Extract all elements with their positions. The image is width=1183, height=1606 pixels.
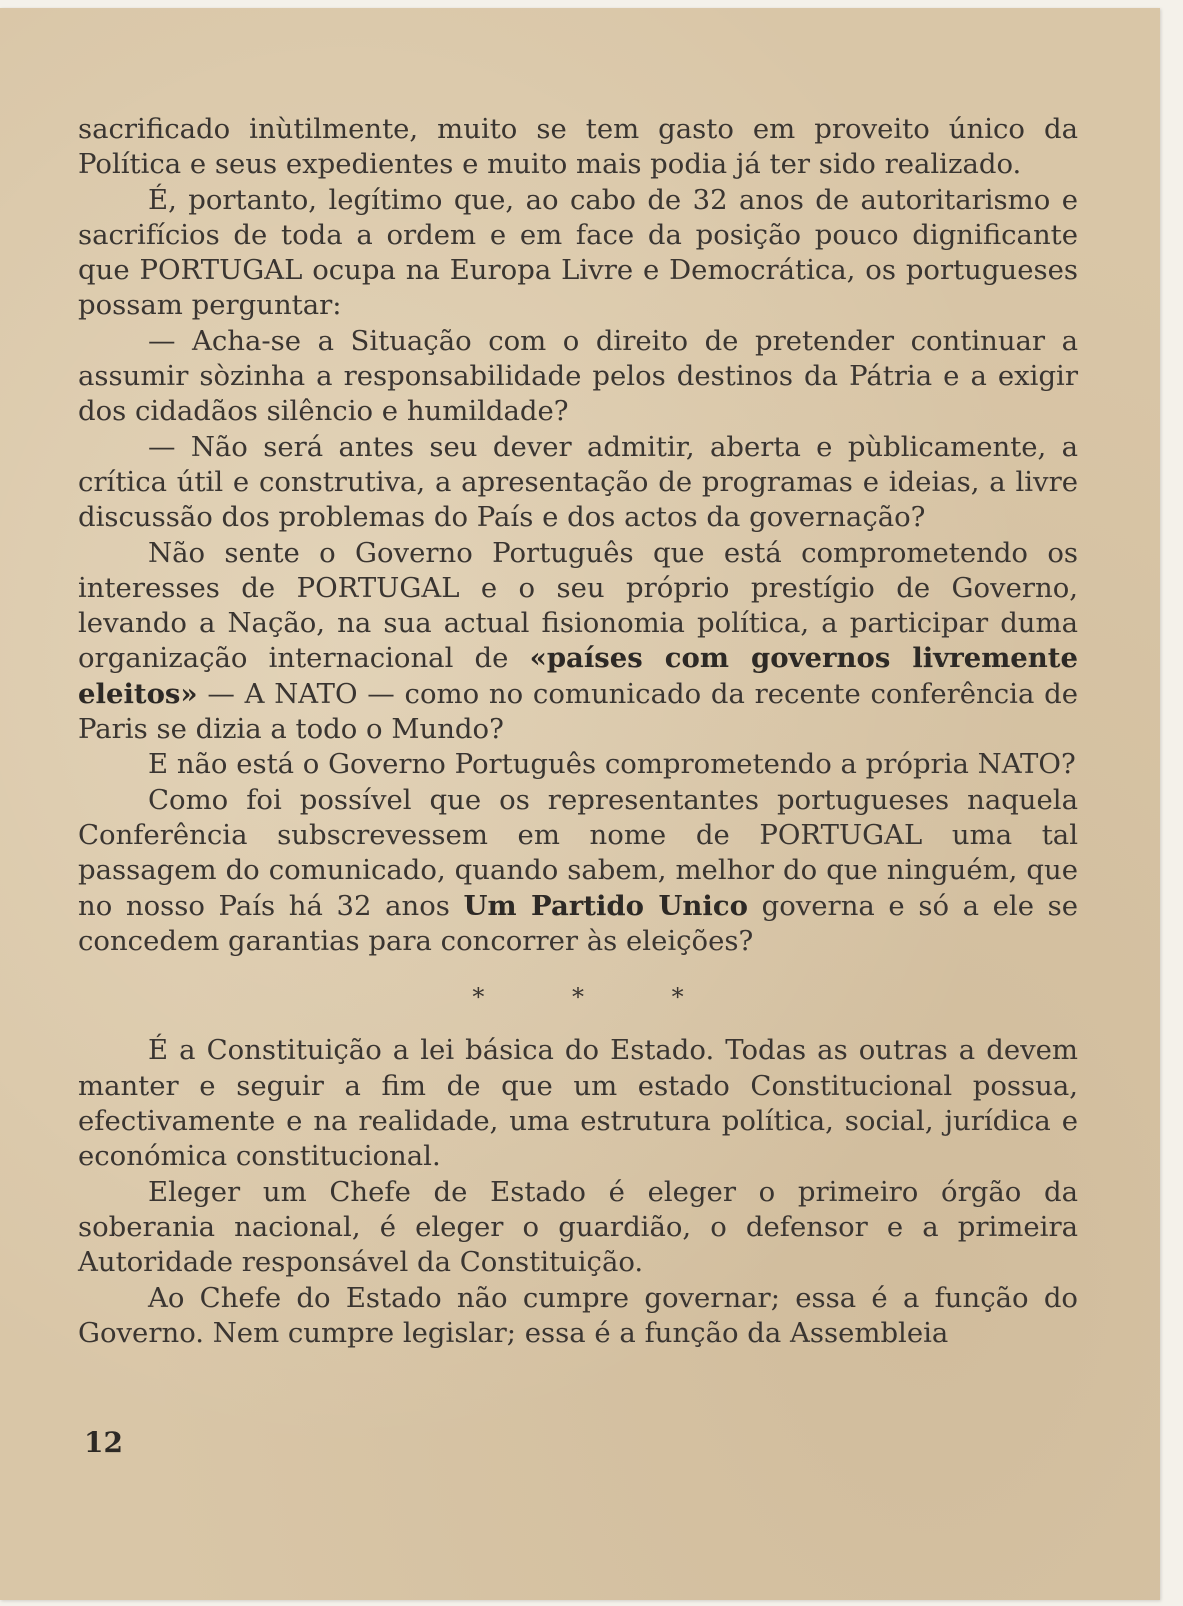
paragraph-head-of-state: Eleger um Chefe de Estado é eleger o primeiro órgão da soberania nacional, é eleger o guardião, o defensor e a primeira Autoridade responsável da Constituição. [78,1175,1078,1279]
paragraph-conference [78,783,1078,959]
paragraph-2: É, portanto, legítimo que, ao cabo de 32 anos de autoritarismo e sacrifícios de toda a ordem e em face da posição pouco dignificante que PORTUGAL ocupa na Europa Livre e Democrática, os portugueses possam perguntar: [78,183,1078,322]
paragraph-government: Ao Chefe do Estado não cumpre governar; essa é a função do Governo. Nem cumpre legislar; essa é a função da Assembleia [78,1281,1078,1349]
paragraph-nato-1 [78,536,1078,748]
paragraph-conference-start: Como foi possível que os representantes portugueses naquela Conferência subscrevessem em nome de PORTUGAL uma tal passagem do comunicado, quando sabem, melhor do que ninguém, que no nosso País há 32 anos [78,783,1078,922]
page-number: 12 [84,1426,123,1459]
paragraph-1: sacrificado inùtilmente, muito se tem gasto em proveito único da Política e seus expedientes e muito mais podia já ter sido realizado. [78,113,1078,181]
paragraph-nato-1-start: Não sente o Governo Português que está comprometendo os interesses de PORTUGAL e o seu próprio prestígio de Governo, levando a Nação, na sua actual fisionomia política, a participar duma organização internacional de [78,536,1078,675]
body-text [78,112,1078,1351]
paragraph-question-1: — Acha-se a Situação com o direito de pretender continuar a assumir sòzinha a responsabilidade pelos destinos da Pátria e a exigir dos cidadãos silêncio e humildade? [78,324,1078,428]
paragraph-nato-1-bold: «países com governos livremente eleitos» [78,642,1078,710]
paragraph-nato-1-end: — A NATO — como no comunicado da recente conferência de Paris se dizia a todo o Mundo? [78,677,1078,746]
paragraph-constitution: É a Constituição a lei básica do Estado. Todas as outras a devem manter e seguir a fim de que um estado Constitucional possua, efectivamente e na realidade, uma estrutura política, social, jurídica e económica constitucional. [78,1034,1078,1173]
section-separator: * * * [472,983,724,1012]
paragraph-conference-end: governa e só a ele se concedem garantias para concorrer às eleições? [78,889,1078,957]
paragraph-nato-2: E não está o Governo Português comprometendo a própria NATO? [148,748,1076,781]
document-page [0,8,1160,1600]
paragraph-question-2: — Não será antes seu dever admitir, aberta e pùblicamente, a crítica útil e construtiva, a apresentação de programas e ideias, a livre discussão dos problemas do País e dos actos da governação? [78,430,1078,534]
paragraph-conference-bold: Um Partido Unico [463,889,748,922]
